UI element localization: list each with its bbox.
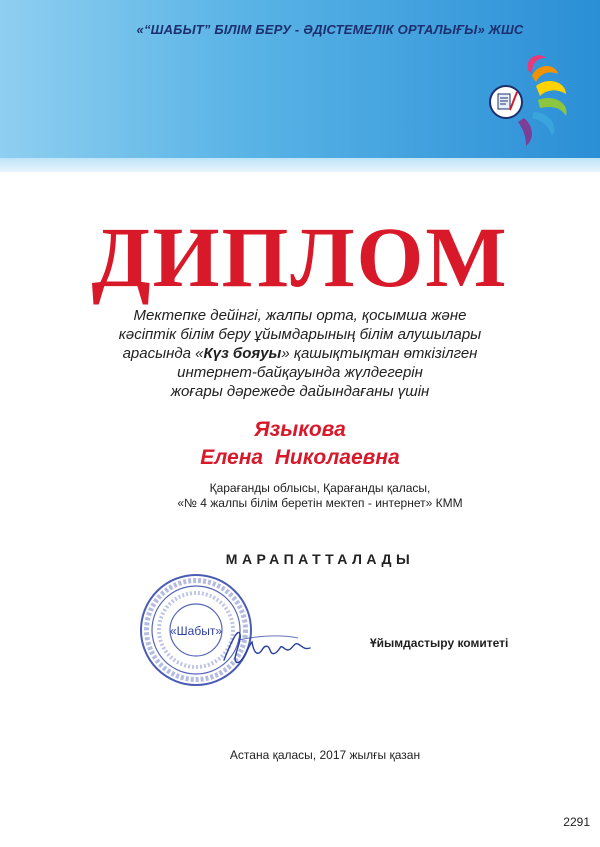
school-region: Қарағанды облысы, Қарағанды қаласы, bbox=[209, 481, 431, 495]
recipient-name bbox=[0, 416, 600, 472]
description-line-3-start: арасында « bbox=[122, 345, 204, 362]
organizing-committee: Ұйымдастыру комитеті bbox=[370, 636, 509, 650]
description-line-5: жоғары дәрежеде дайындағаны үшін bbox=[170, 383, 430, 400]
school-info bbox=[120, 481, 520, 511]
organization-title: «“ШАБЫТ” БІЛІМ БЕРУ - ӘДІСТЕМЕЛІК ОРТАЛЫҒЫ» ЖШС bbox=[136, 22, 524, 37]
description-line-4: интернет-байқауында жүлдегерін bbox=[177, 364, 423, 381]
shabyt-logo-icon bbox=[470, 50, 580, 150]
contest-name: Күз бояуы bbox=[203, 345, 282, 362]
description-line-1: Мектепке дейінгі, жалпы орта, қосымша және bbox=[133, 307, 467, 324]
description-line-3 bbox=[60, 344, 540, 363]
description-line-2: кәсіптік білім беру ұйымдарының білім алушылары bbox=[118, 326, 482, 343]
award-heading: МАРАПАТТАЛАДЫ bbox=[225, 551, 415, 567]
recipient-given-names: Елена Николаевна bbox=[200, 446, 400, 469]
diploma-title: ДИПЛОМ bbox=[91, 209, 509, 305]
recipient-surname: Языкова bbox=[254, 418, 346, 441]
description-line-3-end: » қашықтықтан өткізілген bbox=[281, 345, 478, 362]
city-date: Астана қаласы, 2017 жылғы қазан bbox=[229, 748, 421, 762]
header-stripe bbox=[0, 158, 600, 172]
diploma-number: 2291 bbox=[563, 815, 590, 829]
stamp-center-text: «Шабыт» bbox=[169, 624, 223, 638]
diploma-description bbox=[60, 306, 540, 401]
school-name: «№ 4 жалпы білім беретін мектеп - интернет» КММ bbox=[177, 496, 463, 510]
signature-icon bbox=[218, 620, 318, 675]
